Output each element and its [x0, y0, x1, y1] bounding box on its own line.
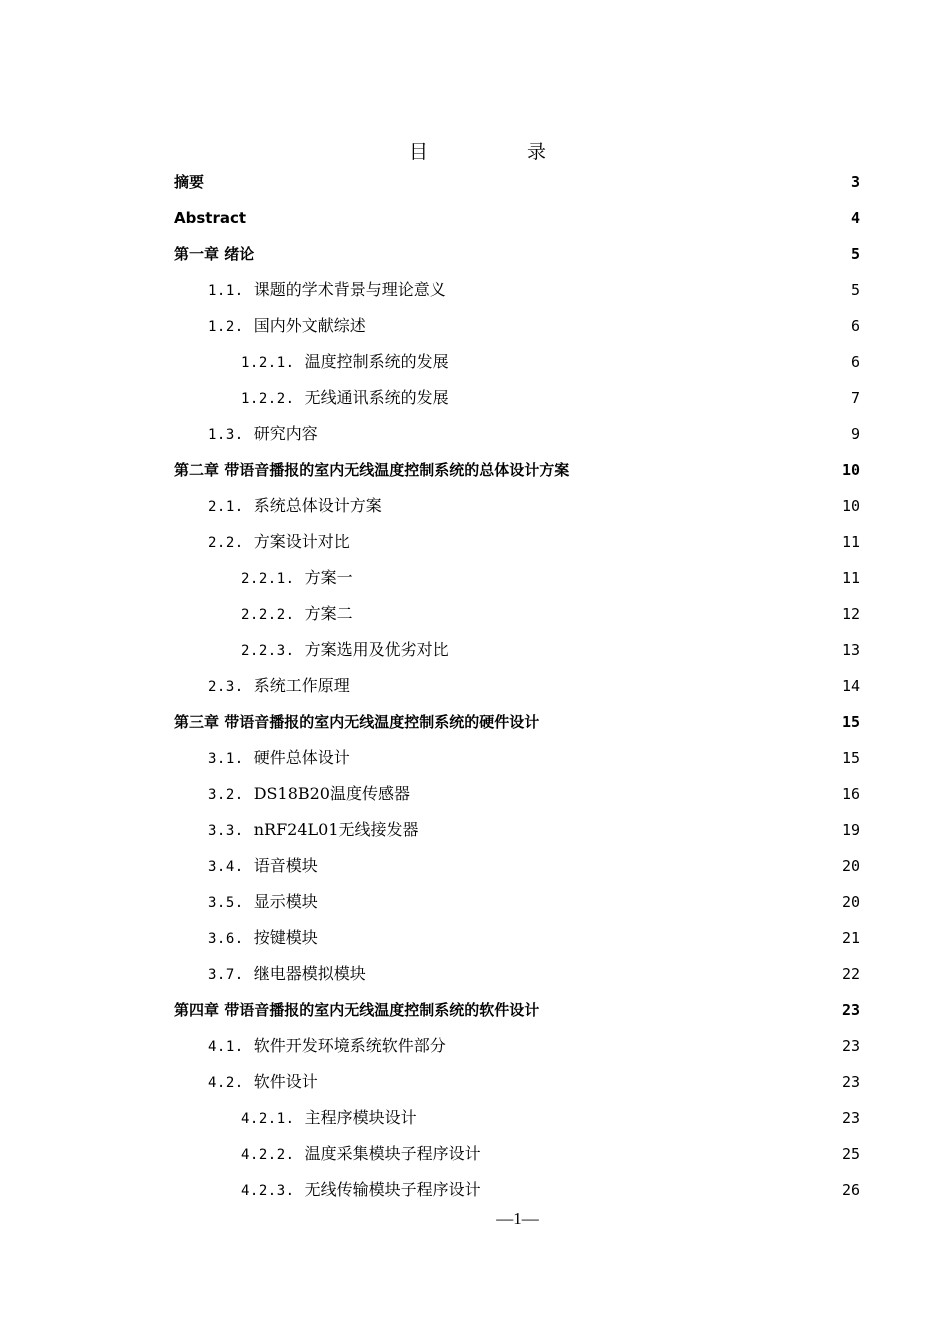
- toc-entry-number: 3.5.: [208, 895, 244, 911]
- toc-entry[interactable]: [174, 523, 860, 559]
- toc-entry-title: 课题的学术背景与理论意义: [253, 280, 446, 299]
- toc-leader-dots: [421, 818, 838, 838]
- toc-entry-number: 1.3.: [208, 427, 244, 443]
- toc-entry[interactable]: [174, 271, 860, 307]
- toc-leader-dots: [320, 926, 838, 946]
- toc-entry[interactable]: [174, 847, 860, 883]
- toc-entry[interactable]: [174, 703, 860, 739]
- toc-entry-title: 系统总体设计方案: [253, 496, 382, 515]
- toc-entry[interactable]: [174, 1135, 860, 1171]
- toc-entry-page: 23: [841, 1037, 860, 1055]
- toc-leader-dots: [355, 602, 838, 622]
- toc-entry-page: 9: [850, 425, 860, 443]
- toc-entry-page: 6: [850, 317, 860, 335]
- toc-leader-dots: [451, 386, 846, 406]
- toc-entry[interactable]: [174, 775, 860, 811]
- toc-entry[interactable]: [174, 199, 860, 235]
- toc-entry[interactable]: [174, 379, 860, 415]
- toc-entry-title: 第二章 带语音播报的室内无线温度控制系统的总体设计方案: [174, 461, 570, 479]
- toc-entry-page: 23: [841, 1073, 860, 1091]
- toc-entry-title: 温度控制系统的发展: [304, 352, 449, 371]
- toc-entry-title: 语音模块: [253, 856, 318, 875]
- toc-entry-title: 系统工作原理: [253, 676, 350, 695]
- toc-entry[interactable]: [174, 631, 860, 667]
- toc-entry-number: 3.3.: [208, 823, 244, 839]
- toc-leader-dots: [448, 1034, 838, 1054]
- toc-entry[interactable]: [174, 559, 860, 595]
- toc-entry-number: 3.6.: [208, 931, 244, 947]
- toc-entry-page: 26: [841, 1181, 860, 1199]
- toc-entry[interactable]: [174, 415, 860, 451]
- toc-entry-title: 显示模块: [253, 892, 318, 911]
- toc-leader-dots: [248, 206, 846, 226]
- toc-entry-title: 第一章 绪论: [174, 245, 255, 263]
- toc-entry-title: 摘要: [174, 173, 205, 191]
- toc-entry[interactable]: [174, 739, 860, 775]
- toc-entry[interactable]: [174, 595, 860, 631]
- toc-entry-page: 23: [841, 1001, 860, 1019]
- toc-entry-title: nRF24L01无线接发器: [253, 820, 419, 839]
- toc-entry-page: 12: [841, 605, 860, 623]
- toc-entry-number: 2.2.: [208, 535, 244, 551]
- toc-entry-title: 方案设计对比: [253, 532, 350, 551]
- toc-entry-page: 4: [850, 209, 860, 227]
- toc-leader-dots: [256, 242, 846, 262]
- toc-entry-number: 2.2.1.: [241, 571, 295, 587]
- toc-entry-title: 无线通讯系统的发展: [304, 388, 449, 407]
- toc-leader-dots: [368, 314, 846, 334]
- toc-entry-number: 4.2.2.: [241, 1147, 295, 1163]
- toc-entry-number: 4.1.: [208, 1039, 244, 1055]
- toc-leader-dots: [355, 566, 838, 586]
- toc-leader-dots: [571, 458, 838, 478]
- toc-entry-page: 11: [841, 533, 860, 551]
- toc-entry-title: 第三章 带语音播报的室内无线温度控制系统的硬件设计: [174, 713, 540, 731]
- toc-entry-page: 10: [841, 497, 860, 515]
- toc-entry[interactable]: [174, 163, 860, 199]
- toc-leader-dots: [352, 674, 838, 694]
- toc-entry-title: 按键模块: [253, 928, 318, 947]
- toc-entry[interactable]: [174, 487, 860, 523]
- toc-entry-title: 无线传输模块子程序设计: [304, 1180, 481, 1199]
- toc-leader-dots: [206, 170, 846, 190]
- toc-entry[interactable]: [174, 1171, 860, 1207]
- toc-entry-title: 继电器模拟模块: [253, 964, 366, 983]
- toc-entry-title: DS18B20温度传感器: [253, 784, 410, 803]
- toc-entry-title: 主程序模块设计: [304, 1108, 417, 1127]
- toc-leader-dots: [384, 494, 838, 514]
- toc-entry-title: 软件开发环境系统软件部分: [253, 1036, 446, 1055]
- toc-entry[interactable]: [174, 811, 860, 847]
- toc-entry-page: 7: [850, 389, 860, 407]
- toc-entry-number: 1.2.2.: [241, 391, 295, 407]
- toc-entry-title: 方案一: [304, 568, 353, 587]
- toc-entry-page: 19: [841, 821, 860, 839]
- toc-entry-number: 2.3.: [208, 679, 244, 695]
- toc-leader-dots: [320, 422, 846, 442]
- toc-entry[interactable]: [174, 1099, 860, 1135]
- toc-entry-title: 温度采集模块子程序设计: [304, 1144, 481, 1163]
- toc-leader-dots: [541, 998, 838, 1018]
- toc-entry[interactable]: [174, 1063, 860, 1099]
- toc-leader-dots: [451, 350, 846, 370]
- toc-entry[interactable]: [174, 667, 860, 703]
- toc-leader-dots: [412, 782, 838, 802]
- toc-entry-number: 3.1.: [208, 751, 244, 767]
- toc-leader-dots: [483, 1178, 838, 1198]
- toc-entry-title: 第四章 带语音播报的室内无线温度控制系统的软件设计: [174, 1001, 540, 1019]
- toc-entry[interactable]: [174, 235, 860, 271]
- toc-title: 目 录: [408, 141, 586, 163]
- toc-entry-page: 25: [841, 1145, 860, 1163]
- toc-entry-title: 硬件总体设计: [253, 748, 350, 767]
- toc-entry-title: 国内外文献综述: [253, 316, 366, 335]
- toc-entry[interactable]: [174, 991, 860, 1027]
- toc-leader-dots: [352, 746, 838, 766]
- toc-entry-page: 10: [841, 461, 860, 479]
- toc-entry-page: 16: [841, 785, 860, 803]
- toc-leader-dots: [483, 1142, 838, 1162]
- toc-entry-page: 5: [850, 281, 860, 299]
- page-number-footer: —1—: [496, 1209, 539, 1228]
- toc-leader-dots: [320, 854, 838, 874]
- toc-leader-dots: [451, 638, 838, 658]
- toc-leader-dots: [541, 710, 838, 730]
- table-of-contents: [174, 163, 860, 1207]
- toc-entry-page: 15: [841, 713, 860, 731]
- toc-entry[interactable]: [174, 451, 860, 487]
- toc-entry-title: 软件设计: [253, 1072, 318, 1091]
- toc-entry-number: 4.2.1.: [241, 1111, 295, 1127]
- toc-entry-page: 13: [841, 641, 860, 659]
- toc-entry-page: 20: [841, 893, 860, 911]
- toc-entry-page: 3: [850, 173, 860, 191]
- toc-leader-dots: [419, 1106, 838, 1126]
- toc-entry-page: 20: [841, 857, 860, 875]
- toc-entry-page: 11: [841, 569, 860, 587]
- toc-entry-page: 15: [841, 749, 860, 767]
- toc-entry-page: 22: [841, 965, 860, 983]
- toc-entry-number: 4.2.: [208, 1075, 244, 1091]
- toc-entry[interactable]: [174, 883, 860, 919]
- toc-leader-dots: [448, 278, 846, 298]
- toc-leader-dots: [368, 962, 838, 982]
- toc-entry-page: 21: [841, 929, 860, 947]
- toc-entry-title: 方案二: [304, 604, 353, 623]
- toc-entry-number: 3.4.: [208, 859, 244, 875]
- toc-entry-title: 研究内容: [253, 424, 318, 443]
- toc-entry-number: 2.1.: [208, 499, 244, 515]
- toc-entry[interactable]: [174, 1027, 860, 1063]
- toc-entry-page: 5: [850, 245, 860, 263]
- toc-entry-page: 6: [850, 353, 860, 371]
- toc-entry[interactable]: [174, 919, 860, 955]
- toc-entry-number: 2.2.3.: [241, 643, 295, 659]
- toc-entry[interactable]: [174, 955, 860, 991]
- toc-entry-number: 1.2.: [208, 319, 244, 335]
- toc-entry[interactable]: [174, 307, 860, 343]
- toc-entry-number: 2.2.2.: [241, 607, 295, 623]
- toc-entry-number: 1.2.1.: [241, 355, 295, 371]
- toc-entry-number: 3.2.: [208, 787, 244, 803]
- toc-entry-title: Abstract: [174, 209, 247, 227]
- toc-leader-dots: [352, 530, 838, 550]
- toc-entry-number: 1.1.: [208, 283, 244, 299]
- toc-entry-number: 3.7.: [208, 967, 244, 983]
- toc-entry-page: 14: [841, 677, 860, 695]
- toc-entry-title: 方案选用及优劣对比: [304, 640, 449, 659]
- toc-entry-page: 23: [841, 1109, 860, 1127]
- toc-entry-number: 4.2.3.: [241, 1183, 295, 1199]
- toc-leader-dots: [320, 890, 838, 910]
- toc-entry[interactable]: [174, 343, 860, 379]
- toc-leader-dots: [320, 1070, 838, 1090]
